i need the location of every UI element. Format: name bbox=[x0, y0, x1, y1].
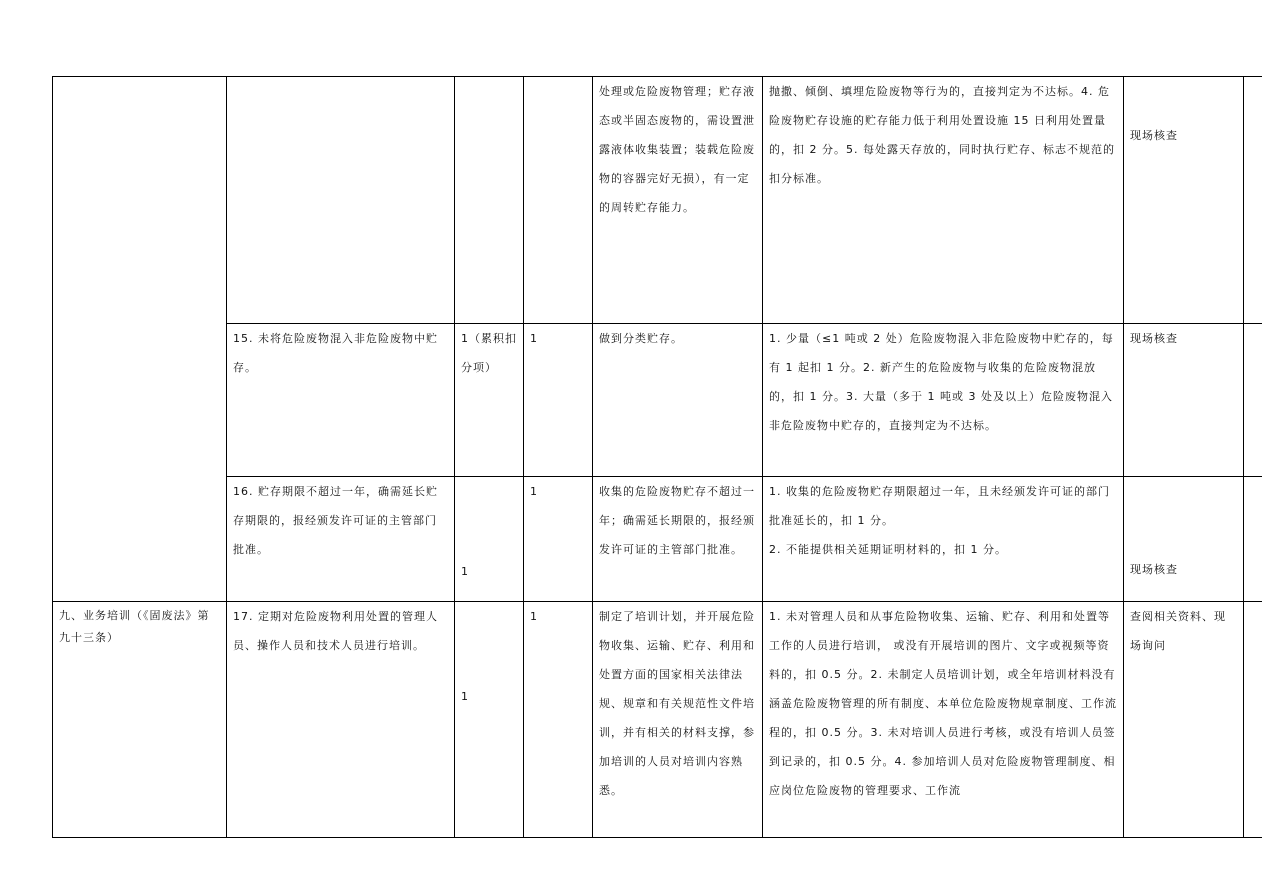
method-cell: 现场核查 bbox=[1124, 324, 1244, 477]
criteria-cell: 1. 未对管理人员和从事危险物收集、运输、贮存、利用和处置等工作的人员进行培训， 或没有开展培训的图片、文字或视频等资料的，扣 0.5 分。2. 未制定人员培训计划，或全年培训材料没有涵盖危险废物管理的所有制度、本单位危险废物规章制度、工作流程的，扣 0.5 分。3. 未对培训人员进行考核，或没有培训人员签到记录的，扣 0.5 分。4. 参加培训人员对危险废物管理制度、相应岗位危险废物的管理要求、工作流 bbox=[763, 602, 1124, 838]
points-cell bbox=[455, 477, 524, 602]
item-cell bbox=[227, 77, 455, 324]
category-cell bbox=[53, 602, 227, 838]
points-value: 1 bbox=[461, 565, 469, 578]
item-cell: 16. 贮存期限不超过一年，确需延长贮存期限的，报经颁发许可证的主管部门批准。 bbox=[227, 477, 455, 602]
table-row bbox=[53, 477, 1262, 602]
remark-cell bbox=[1244, 602, 1262, 838]
criteria-cell bbox=[763, 477, 1124, 602]
method-cell bbox=[1124, 477, 1244, 602]
criteria-line-1: 1. 收集的危险废物贮存期限超过一年，且未经颁发许可证的部门批准延长的，扣 1 分。 bbox=[769, 485, 1110, 527]
requirement-cell: 收集的危险废物贮存不超过一年；确需延长期限的，报经颁发许可证的主管部门批准。 bbox=[593, 477, 763, 602]
table-row bbox=[53, 324, 1262, 477]
category-label: 九、业务培训（《固废法》第九十三条） bbox=[59, 609, 210, 644]
score-cell: 1 bbox=[524, 324, 593, 477]
criteria-cell: 抛撒、倾倒、填埋危险废物等行为的，直接判定为不达标。4. 危险废物贮存设施的贮存能力低于利用处置设施 15 日利用处置量的，扣 2 分。5. 每处露天存放的，同时执行贮存、标志不规范的扣分标准。 bbox=[763, 77, 1124, 324]
criteria-cell: 1. 少量（≤1 吨或 2 处）危险废物混入非危险废物中贮存的，每有 1 起扣 1 分。2. 新产生的危险废物与收集的危险废物混放的，扣 1 分。3. 大量（多于 1 吨或 3 处及以上）危险废物混入非危险废物中贮存的，直接判定为不达标。 bbox=[763, 324, 1124, 477]
method-value: 现场核查 bbox=[1130, 563, 1178, 576]
score-cell: 1 bbox=[524, 477, 593, 602]
method-value: 查阅相关资料、现场询问 bbox=[1130, 610, 1226, 652]
score-cell: 1 bbox=[524, 602, 593, 838]
assessment-table bbox=[52, 76, 1262, 838]
criteria-line-2: 2. 不能提供相关延期证明材料的，扣 1 分。 bbox=[769, 543, 1007, 556]
points-value: 1 bbox=[461, 690, 469, 703]
category-cell bbox=[53, 77, 227, 602]
method-cell: 现场核查 bbox=[1124, 77, 1244, 324]
requirement-cell: 做到分类贮存。 bbox=[593, 324, 763, 477]
item-cell: 15. 未将危险废物混入非危险废物中贮存。 bbox=[227, 324, 455, 477]
points-cell bbox=[455, 602, 524, 838]
requirement-cell: 制定了培训计划，并开展危险物收集、运输、贮存、利用和处置方面的国家相关法律法规、规章和有关规范性文件培训，并有相关的材料支撑，参加培训的人员对培训内容熟悉。 bbox=[593, 602, 763, 838]
remark-cell bbox=[1244, 477, 1262, 602]
remark-cell bbox=[1244, 324, 1262, 477]
table-row bbox=[53, 77, 1262, 324]
points-cell: 1（累积扣分项） bbox=[455, 324, 524, 477]
score-cell bbox=[524, 77, 593, 324]
points-cell bbox=[455, 77, 524, 324]
item-cell: 17. 定期对危险废物利用处置的管理人员、操作人员和技术人员进行培训。 bbox=[227, 602, 455, 838]
remark-cell bbox=[1244, 77, 1262, 324]
requirement-cell: 处理或危险废物管理；贮存液态或半固态废物的，需设置泄露液体收集装置；装载危险废物的容器完好无损），有一定的周转贮存能力。 bbox=[593, 77, 763, 324]
method-cell bbox=[1124, 602, 1244, 838]
table-row bbox=[53, 602, 1262, 838]
